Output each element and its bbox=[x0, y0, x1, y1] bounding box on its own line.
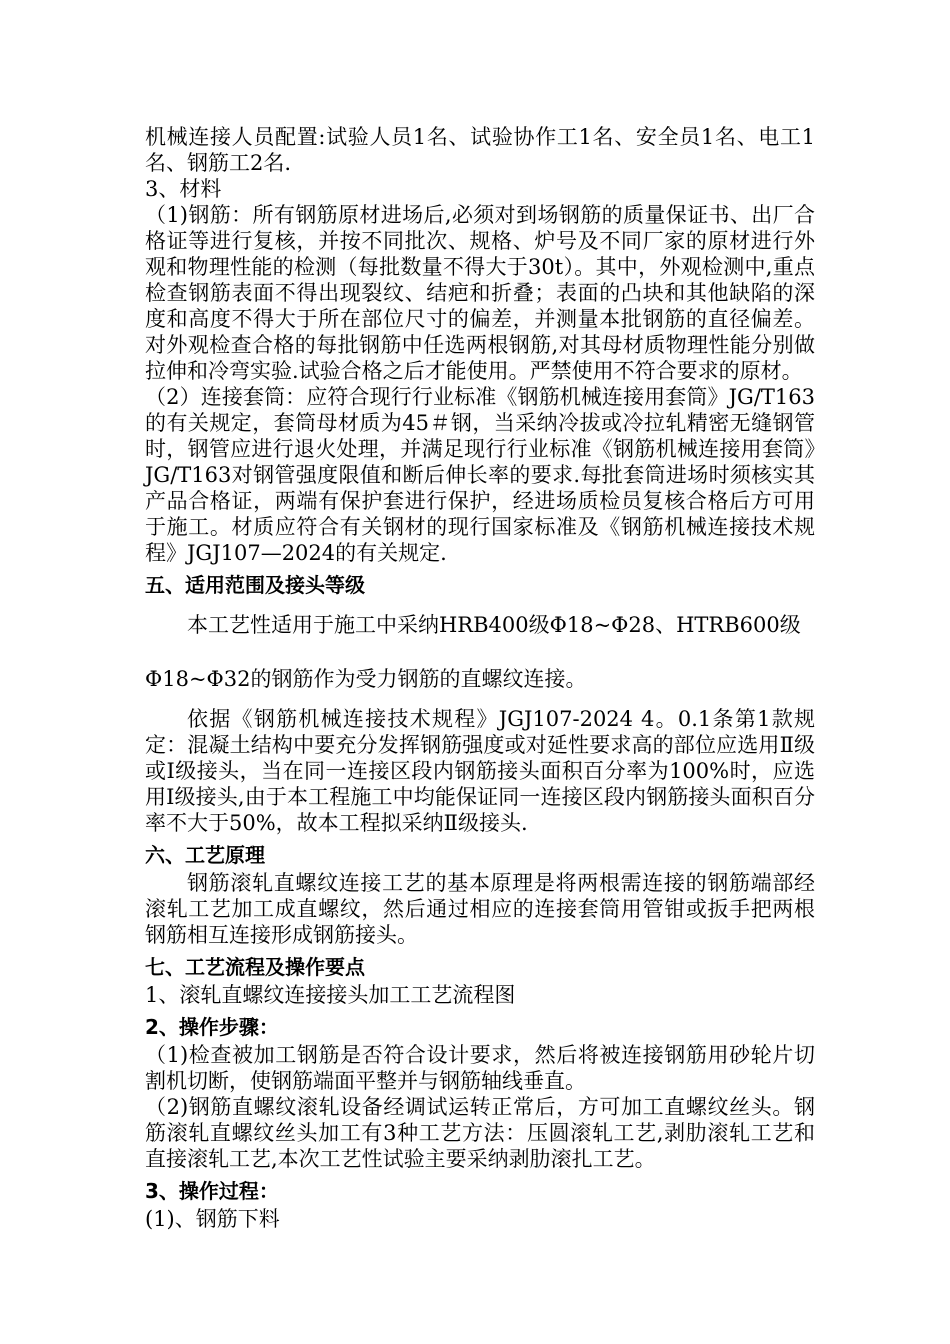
paragraph-step2: （2)钢筋直螺纹滚轧设备经调试运转正常后，方可加工直螺纹丝头。钢筋滚轧直螺纹丝头加工有3种工艺方法：压圆滚轧工艺,剥肋滚轧工艺和直接滚轧工艺,本次工艺性试验主要采纳剥肋滚扎工艺。 bbox=[145, 1095, 815, 1171]
section-heading-scope: 五、适用范围及接头等级 bbox=[145, 573, 365, 597]
subheading-procedure: 3、操作过程： bbox=[145, 1179, 279, 1203]
paragraph-grade-basis: 依据《钢筋机械连接技术规程》JGJ107-2024 4。0.1条第1款规定：混凝土结构中要充分发挥钢筋强度或对延性要求高的部位应选用Ⅱ级或Ⅰ级接头，当在同一连接区段内钢筋接头面积百分率为100%时，应选用Ⅰ级接头,由于本工程施工中均能保证同一连接区段内钢筋接头面积百分率不大于50%，故本工程拟采纳Ⅱ级接头. bbox=[145, 707, 815, 835]
paragraph-principle: 钢筋滚轧直螺纹连接工艺的基本原理是将两根需连接的钢筋端部经滚轧工艺加工成直螺纹，然后通过相应的连接套筒用管钳或扳手把两根钢筋相互连接形成钢筋接头。 bbox=[145, 871, 815, 947]
subheading-materials: 3、材料 bbox=[145, 177, 222, 201]
paragraph-scope-line2: Φ18~Φ32的钢筋作为受力钢筋的直螺纹连接。 bbox=[145, 667, 587, 691]
paragraph-step1: （1)检查被加工钢筋是否符合设计要求，然后将被连接钢筋用砂轮片切割机切断，使钢筋端面平整并与钢筋轴线垂直。 bbox=[145, 1043, 815, 1093]
section-heading-principle: 六、工艺原理 bbox=[145, 843, 265, 867]
paragraph-rebar: （1)钢筋：所有钢筋原材进场后,必须对到场钢筋的质量保证书、出厂合格证等进行复核，并按不同批次、规格、炉号及不同厂家的原材进行外观和物理性能的检测（每批数量不得大于30t）。其中，外观检测中,重点检查钢筋表面不得出现裂纹、结疤和折叠；表面的凸块和其他缺陷的深度和高度不得大于所在部位尺寸的偏差，并测量本批钢筋的直径偏差。对外观检查合格的每批钢筋中任选两根钢筋,对其母材质物理性能分别做拉伸和冷弯实验.试验合格之后才能使用。严禁使用不符合要求的原材。 bbox=[145, 203, 815, 383]
paragraph-cutting: (1)、钢筋下料 bbox=[145, 1207, 280, 1231]
paragraph-scope-line1: 本工艺性适用于施工中采纳HRB400级Φ18~Φ28、HTRB600级 bbox=[187, 613, 801, 637]
section-heading-process: 七、工艺流程及操作要点 bbox=[145, 955, 365, 979]
document-body bbox=[145, 124, 815, 1232]
subheading-steps: 2、操作步骤： bbox=[145, 1015, 279, 1039]
paragraph-sleeve: （2）连接套筒：应符合现行行业标准《钢筋机械连接用套筒》JG/T163的有关规定，套筒母材质为45＃钢，当采纳冷拔或冷拉轧精密无缝钢管时，钢管应进行退火处理，并满足现行行业标准《钢筋机械连接用套筒》JG/T163对钢管强度限值和断后伸长率的要求.每批套筒进场时须核实其产品合格证，两端有保护套进行保护，经进场质检员复核合格后方可用于施工。材质应符合有关钢材的现行国家标准及《钢筋机械连接技术规程》JGJ107—2024的有关规定. bbox=[145, 385, 815, 565]
paragraph-flowchart: 1、滚轧直螺纹连接接头加工工艺流程图 bbox=[145, 983, 516, 1007]
paragraph-staffing: 机械连接人员配置:试验人员1名、试验协作工1名、安全员1名、电工1名、钢筋工2名. bbox=[145, 125, 815, 175]
